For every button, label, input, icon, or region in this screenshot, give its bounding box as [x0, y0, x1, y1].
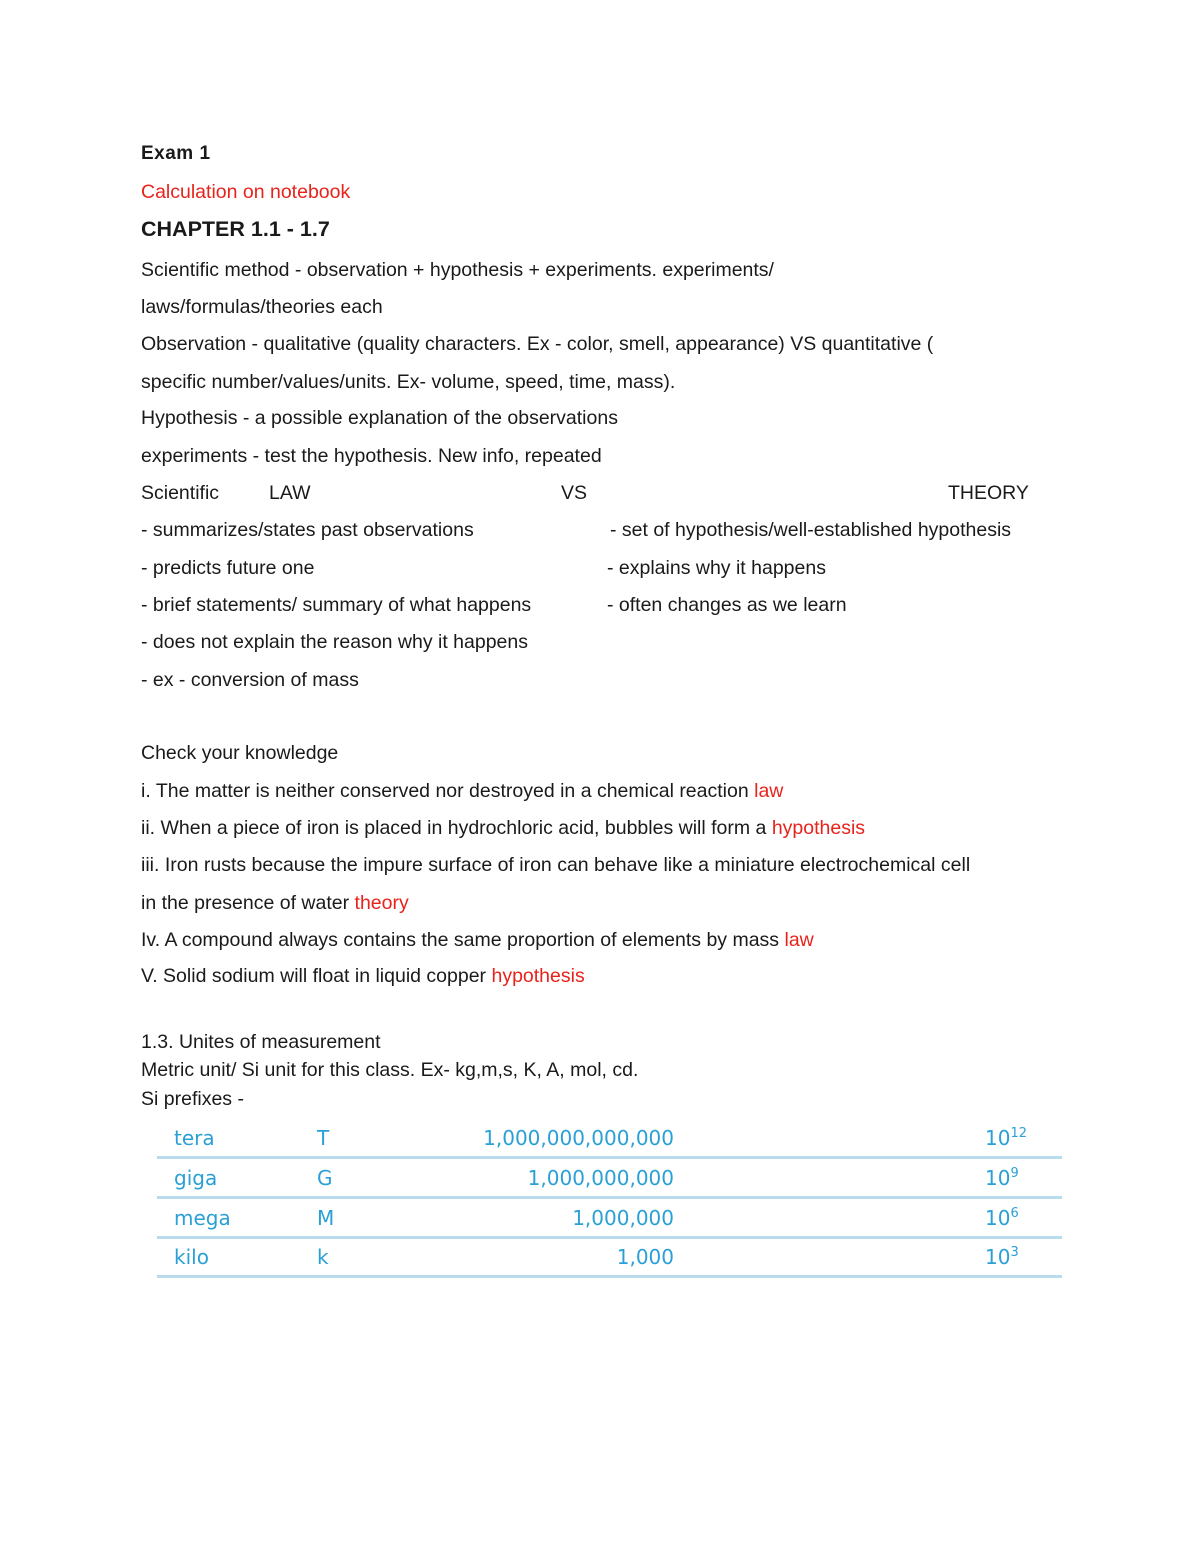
theory-point: - set of hypothesis/well-established hypothesis	[610, 519, 1012, 541]
knowledge-question: ii. When a piece of iron is placed in hydrochloric acid, bubbles will form a	[141, 817, 772, 839]
knowledge-answer: theory	[354, 892, 409, 914]
knowledge-question: V. Solid sodium will float in liquid copper	[141, 965, 492, 987]
body-line: Observation - qualitative (quality characters. Ex - color, smell, appearance) VS quantitative (	[141, 333, 934, 355]
units-metric: Metric unit/ Si unit for this class. Ex- kg,m,s, K, A, mol, cd.	[141, 1059, 639, 1081]
knowledge-item	[141, 928, 814, 952]
table-divider	[157, 1275, 1062, 1278]
power-exponent: 9	[1010, 1166, 1019, 1181]
prefix-name: kilo	[174, 1245, 209, 1269]
knowledge-item	[141, 891, 409, 915]
knowledge-answer: hypothesis	[491, 965, 585, 987]
table-row	[157, 1241, 1062, 1278]
body-line: Scientific method - observation + hypothesis + experiments. experiments/	[141, 259, 774, 281]
power-base: 10	[985, 1126, 1011, 1150]
exam-title: Exam 1	[141, 143, 211, 164]
calculation-note: Calculation on notebook	[141, 181, 351, 203]
table-row	[157, 1162, 1062, 1199]
theory-point: - often changes as we learn	[607, 594, 847, 616]
theory-point: - explains why it happens	[607, 557, 826, 579]
comparison-scientific: Scientific	[141, 482, 220, 504]
law-point: - predicts future one	[141, 557, 315, 579]
knowledge-question: i. The matter is neither conserved nor destroyed in a chemical reaction	[141, 780, 755, 802]
prefix-symbol: M	[317, 1206, 335, 1230]
power-base: 10	[985, 1166, 1011, 1190]
prefix-power	[985, 1166, 1019, 1190]
prefix-symbol: k	[317, 1245, 329, 1269]
prefix-value: 1,000,000,000,000	[483, 1126, 674, 1150]
body-line: laws/formulas/theories each	[141, 296, 383, 318]
table-divider	[157, 1196, 1062, 1199]
body-line: Hypothesis - a possible explanation of the observations	[141, 407, 618, 429]
table-row	[157, 1202, 1062, 1239]
prefix-value: 1,000	[616, 1245, 674, 1269]
body-line: experiments - test the hypothesis. New info, repeated	[141, 445, 602, 467]
prefix-power	[985, 1245, 1019, 1269]
law-point: - ex - conversion of mass	[141, 669, 359, 691]
prefix-symbol: T	[317, 1126, 330, 1150]
chapter-heading: CHAPTER 1.1 - 1.7	[141, 217, 330, 241]
knowledge-item	[141, 816, 865, 840]
knowledge-answer: hypothesis	[771, 817, 866, 839]
table-divider	[157, 1236, 1062, 1239]
table-divider	[157, 1156, 1062, 1159]
comparison-law: LAW	[269, 482, 311, 504]
comparison-vs: VS	[561, 482, 588, 504]
prefix-name: tera	[174, 1126, 215, 1150]
prefix-power	[985, 1126, 1027, 1150]
power-exponent: 6	[1010, 1206, 1019, 1221]
body-line: specific number/values/units. Ex- volume, speed, time, mass).	[141, 371, 676, 393]
law-point: - summarizes/states past observations	[141, 519, 474, 541]
table-row	[157, 1122, 1062, 1159]
units-prefixes-label: Si prefixes -	[141, 1088, 244, 1110]
knowledge-item	[141, 964, 585, 988]
prefix-value: 1,000,000,000	[527, 1166, 674, 1190]
knowledge-answer: law	[754, 780, 784, 802]
knowledge-item	[141, 853, 970, 877]
prefix-name: giga	[174, 1166, 218, 1190]
knowledge-question: iii. Iron rusts because the impure surface of iron can behave like a miniature electrochemical cell	[141, 854, 971, 876]
prefix-value: 1,000,000	[572, 1206, 674, 1230]
prefix-name: mega	[174, 1206, 231, 1230]
law-point: - brief statements/ summary of what happens	[141, 594, 532, 616]
power-exponent: 3	[1010, 1245, 1019, 1260]
prefix-symbol: G	[317, 1166, 333, 1190]
law-point: - does not explain the reason why it happens	[141, 631, 529, 653]
knowledge-answer: law	[784, 929, 814, 951]
knowledge-heading: Check your knowledge	[141, 742, 339, 764]
power-base: 10	[985, 1206, 1011, 1230]
units-heading: 1.3. Unites of measurement	[141, 1031, 381, 1053]
prefix-power	[985, 1206, 1019, 1230]
power-exponent: 12	[1010, 1126, 1027, 1141]
si-prefix-table	[157, 1122, 1062, 1278]
knowledge-item	[141, 779, 783, 803]
knowledge-question: in the presence of water	[141, 892, 355, 914]
knowledge-question: Iv. A compound always contains the same proportion of elements by mass	[141, 929, 785, 951]
power-base: 10	[985, 1245, 1011, 1269]
comparison-theory: THEORY	[948, 482, 1029, 504]
